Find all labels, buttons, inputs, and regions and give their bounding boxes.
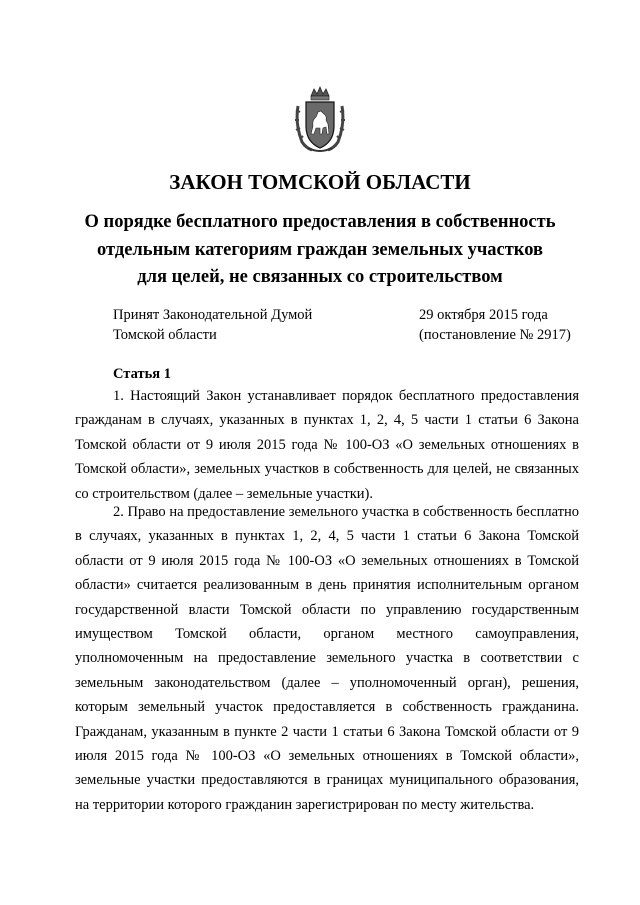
article-paragraph: 2. Право на предоставление земельного участка в собственность бесплатно в случаях, указанных в пунктах 1, 2, 4, 5 части 1 статьи 6 Закона Томской области от 9 июля 2015 года № 100-ОЗ «О земельных отношениях в Томской области» считается реализованным в день принятия исполнительным органом государственной власти Томской области по управлению государственным имуществом Томской области, органом местного самоуправления, уполномоченным на предоставление земельного участка в соответствии с земельным законодательством (далее – уполномоченный орган), решения, которым земельный участок предоставляется в собственность гражданина. Гражданам, указанным в пункте 2 части 1 статьи 6 Закона Томской области от 9 июля 2015 года № 100-ОЗ «О земельных отношениях в Томской области», земельные участки предоставляются в границах муниципального образования, на территории которого гражданин зарегистрирован по месту жительства. xyxy=(75,504,579,813)
article-paragraph: 1. Настоящий Закон устанавливает порядок бесплатного предоставления гражданам в случаях, указанных в пунктах 1, 2, 4, 5 части 1 статьи 6 Закона Томской области от 9 июля 2015 года № 100-ОЗ «О земельных отношениях в Томской области», земельных участков в собственность для целей, не связанных со строительством (далее – земельные участки). xyxy=(75,388,579,502)
law-title xyxy=(60,209,580,292)
tomsk-region-coat-of-arms-icon xyxy=(294,86,346,156)
adoption-date-line: 29 октября 2015 года xyxy=(419,307,548,323)
adopting-body xyxy=(113,305,312,345)
adopting-body-line: Принят Законодательной Думой xyxy=(113,307,313,323)
adopting-body-line: Томской области xyxy=(113,327,217,343)
law-title-line: для целей, не связанных со строительством xyxy=(137,267,503,287)
law-title-line: отдельным категориям граждан земельных участков xyxy=(96,239,543,260)
law-title-line: О порядке бесплатного предоставления в собственность xyxy=(84,212,556,232)
law-type-heading: ЗАКОН ТОМСКОЙ ОБЛАСТИ xyxy=(169,170,471,194)
article-title: Статья 1 xyxy=(113,366,171,382)
adoption-date xyxy=(419,305,571,345)
resolution-number: (постановление № 2917) xyxy=(419,327,571,343)
